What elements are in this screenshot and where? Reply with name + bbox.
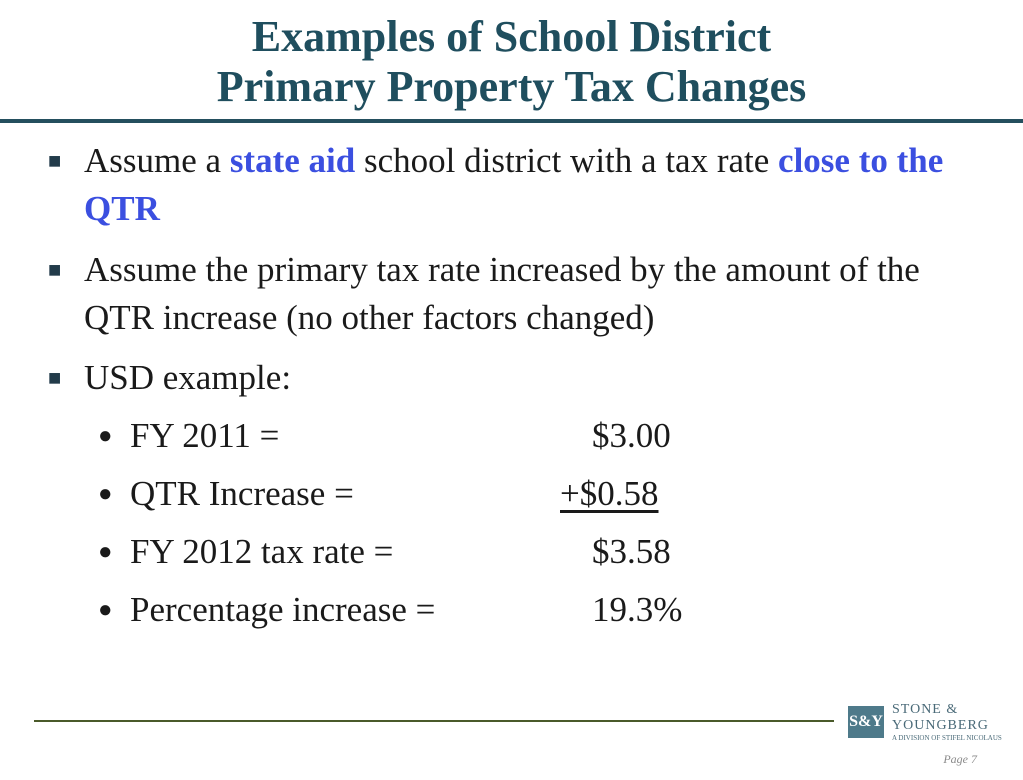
logo-line-2: YOUNGBERG <box>892 718 989 733</box>
round-bullet-icon: ● <box>98 423 113 449</box>
slide-title <box>0 12 1023 112</box>
example-label: FY 2012 tax rate = <box>130 532 394 571</box>
example-value: 19.3% <box>592 590 683 629</box>
round-bullet-icon: ● <box>98 539 113 565</box>
bullet-text: USD example: <box>84 358 292 397</box>
bullet-text-part: school district with a tax rate <box>355 141 779 180</box>
page-number: Page 7 <box>943 752 977 766</box>
round-bullet-icon: ● <box>98 597 113 623</box>
logo-wordmark <box>892 702 989 734</box>
logo-subtitle: A DIVISION OF STIFEL NICOLAUS <box>892 734 1002 742</box>
square-bullet-icon: ■ <box>48 257 62 282</box>
title-line-2: Primary Property Tax Changes <box>216 62 807 111</box>
square-bullet-icon: ■ <box>48 148 62 173</box>
bullet-text: Assume the primary tax rate increased by the amount of the QTR increase (no other factors changed) <box>84 250 920 337</box>
footer-divider <box>34 720 834 722</box>
sy-logo-icon: S&Y <box>848 706 884 738</box>
example-label: QTR Increase = <box>130 474 354 513</box>
round-bullet-icon: ● <box>98 481 113 507</box>
bullet-state-aid <box>48 137 978 233</box>
bullet-usd-example <box>48 354 978 402</box>
example-value: $3.00 <box>592 416 671 455</box>
highlight-state-aid: state aid <box>229 141 356 180</box>
bullet-text-part: Assume a <box>84 141 230 180</box>
title-divider <box>0 119 1023 123</box>
bullet-text <box>48 137 978 233</box>
example-label: Percentage increase = <box>130 590 436 629</box>
logo-line-1: STONE & <box>892 702 959 717</box>
bullet-rate-increase <box>48 246 978 342</box>
title-line-1: Examples of School District <box>251 12 772 61</box>
example-value: $3.58 <box>592 532 671 571</box>
highlight-close-to-qtr: close to the QTR <box>84 141 944 228</box>
square-bullet-icon: ■ <box>48 365 62 390</box>
example-value: +$0.58 <box>560 474 659 513</box>
example-label: FY 2011 = <box>130 416 280 455</box>
